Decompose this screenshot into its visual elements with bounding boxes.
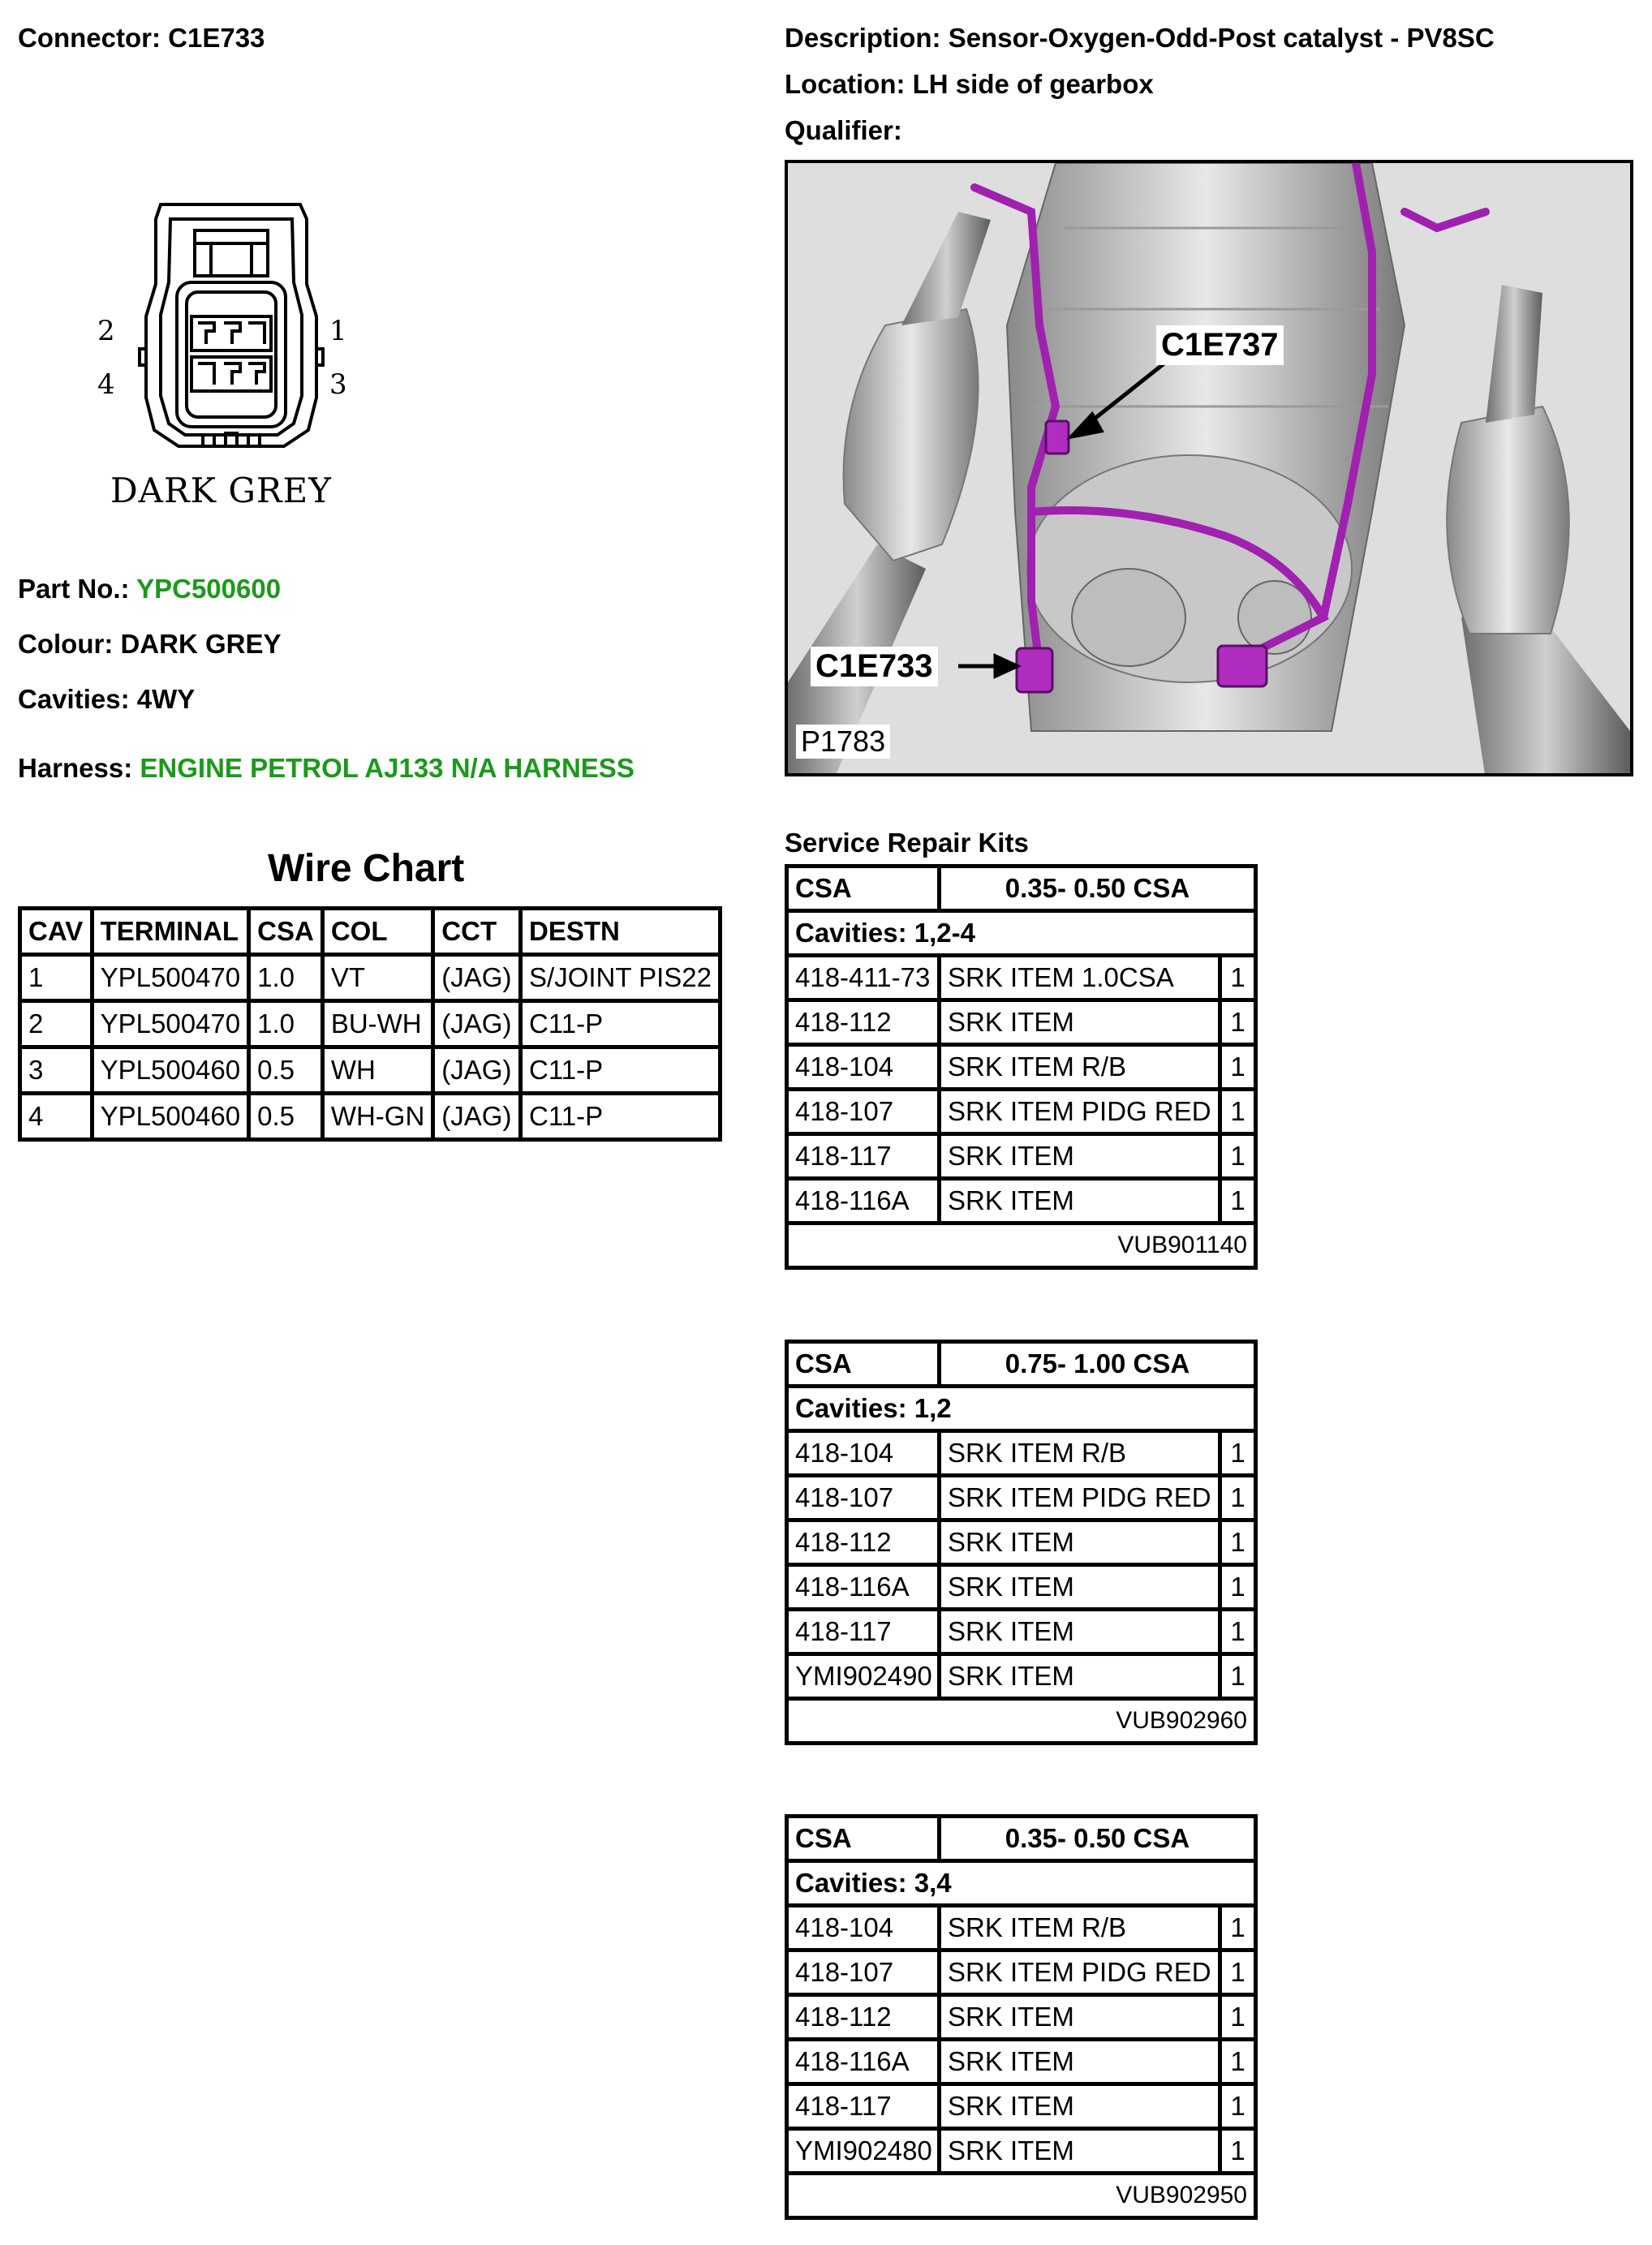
kit-item-qty: 1	[1220, 1610, 1256, 1654]
cell-cav: 4	[20, 1094, 92, 1140]
column-header-destn: DESTN	[521, 909, 721, 955]
kit-item-part: 418-116A	[787, 1565, 940, 1610]
cell-terminal: YPL500460	[92, 1047, 249, 1094]
callout-c1e733: C1E733	[811, 647, 938, 686]
kit-item-row	[787, 1476, 1256, 1520]
kit-item-part: 418-112	[787, 1995, 940, 2040]
kit-item-qty: 1	[1220, 1045, 1256, 1090]
pin-label-2: 2	[97, 315, 115, 347]
service-kit-3	[785, 1814, 1258, 2220]
pin-label-3: 3	[329, 368, 347, 401]
kit-item-part: 418-107	[787, 1950, 940, 1995]
cell-cct: (JAG)	[433, 1047, 521, 1094]
cell-col: BU-WH	[322, 1001, 432, 1047]
kit-number: VUB901140	[787, 1224, 1256, 1268]
kit-csa-range: 0.35- 0.50 CSA	[940, 1817, 1256, 1861]
kit-item-part: 418-411-73	[787, 956, 940, 1000]
column-header-col: COL	[322, 909, 432, 955]
kit-item-part: 418-104	[787, 1906, 940, 1950]
kit-item-row	[787, 1950, 1256, 1995]
kit-item-qty: 1	[1220, 2084, 1256, 2129]
cell-cct: (JAG)	[433, 955, 521, 1001]
kit-item-part: 418-107	[787, 1476, 940, 1520]
kit-item-part: 418-117	[787, 2084, 940, 2129]
kit-item-part: 418-104	[787, 1431, 940, 1476]
kit-item-row	[787, 1179, 1256, 1224]
part-number-value[interactable]: YPC500600	[136, 574, 282, 604]
kit-item-row	[787, 1134, 1256, 1179]
kit-item-desc: SRK ITEM PIDG RED	[940, 1090, 1220, 1134]
kit-item-row	[787, 1995, 1256, 2040]
kit-item-desc: SRK ITEM	[940, 1654, 1220, 1699]
kit-item-qty: 1	[1220, 1134, 1256, 1179]
location-text: Location: LH side of gearbox	[785, 69, 1154, 99]
cell-csa: 1.0	[249, 955, 323, 1001]
table-row	[20, 1001, 721, 1047]
kit-item-row	[787, 1565, 1256, 1610]
service-kit-1	[785, 864, 1258, 1270]
cell-terminal: YPL500470	[92, 955, 249, 1001]
wire-chart-table	[18, 906, 722, 1142]
kit-item-row	[787, 956, 1256, 1000]
column-header-terminal: TERMINAL	[92, 909, 249, 955]
kit-item-qty: 1	[1220, 1000, 1256, 1045]
cell-cav: 3	[20, 1047, 92, 1094]
part-number-label: Part No.:	[18, 574, 130, 604]
cell-col: VT	[322, 955, 432, 1001]
kit-item-desc: SRK ITEM	[940, 1995, 1220, 2040]
cell-terminal: YPL500470	[92, 1001, 249, 1047]
cell-cct: (JAG)	[433, 1001, 521, 1047]
cell-csa: 0.5	[249, 1047, 323, 1094]
kit-item-qty: 1	[1220, 1565, 1256, 1610]
kit-item-row	[787, 1610, 1256, 1654]
kit-csa-range: 0.35- 0.50 CSA	[940, 867, 1256, 911]
cell-destn: C11-P	[521, 1047, 721, 1094]
column-header-cct: CCT	[433, 909, 521, 955]
kit-item-desc: SRK ITEM	[940, 1520, 1220, 1565]
kit-item-qty: 1	[1220, 1431, 1256, 1476]
kit-item-desc: SRK ITEM	[940, 1000, 1220, 1045]
column-header-csa: CSA	[249, 909, 323, 955]
kit-item-row	[787, 1090, 1256, 1134]
kit-item-qty: 1	[1220, 1950, 1256, 1995]
pin-label-1: 1	[329, 315, 347, 347]
photo-reference: P1783	[796, 725, 890, 759]
cell-col: WH-GN	[322, 1094, 432, 1140]
kit-item-row	[787, 2129, 1256, 2174]
cell-terminal: YPL500460	[92, 1094, 249, 1140]
kit-item-qty: 1	[1220, 2040, 1256, 2084]
kit-item-row	[787, 2040, 1256, 2084]
kit-item-part: 418-104	[787, 1045, 940, 1090]
kit-item-row	[787, 1431, 1256, 1476]
connector-face-diagram	[89, 195, 365, 519]
kit-item-row	[787, 1000, 1256, 1045]
service-kit-2	[785, 1340, 1258, 1745]
kit-item-desc: SRK ITEM 1.0CSA	[940, 956, 1220, 1000]
harness-value[interactable]: ENGINE PETROL AJ133 N/A HARNESS	[140, 753, 635, 783]
cell-destn: C11-P	[521, 1094, 721, 1140]
kit-item-desc: SRK ITEM	[940, 2040, 1220, 2084]
kit-item-qty: 1	[1220, 1090, 1256, 1134]
kit-item-desc: SRK ITEM R/B	[940, 1431, 1220, 1476]
kit-csa-label: CSA	[787, 867, 940, 911]
kit-item-row	[787, 1906, 1256, 1950]
kit-item-desc: SRK ITEM	[940, 1565, 1220, 1610]
kit-item-part: YMI902490	[787, 1654, 940, 1699]
table-row	[20, 1094, 721, 1140]
wire-chart-title: Wire Chart	[268, 847, 465, 890]
location-photo	[785, 160, 1633, 776]
harness-label: Harness:	[18, 753, 133, 783]
colour-text: Colour: DARK GREY	[18, 629, 282, 659]
wire-chart-header-row	[20, 909, 721, 955]
kit-number: VUB902960	[787, 1699, 1256, 1744]
kit-item-qty: 1	[1220, 1520, 1256, 1565]
kit-item-qty: 1	[1220, 1476, 1256, 1520]
cell-csa: 0.5	[249, 1094, 323, 1140]
kit-item-qty: 1	[1220, 2129, 1256, 2174]
kit-cavities: Cavities: 3,4	[787, 1861, 1256, 1906]
kit-item-desc: SRK ITEM	[940, 1610, 1220, 1654]
cell-destn: S/JOINT PIS22	[521, 955, 721, 1001]
kit-item-qty: 1	[1220, 1995, 1256, 2040]
connector-colour-caption: DARK GREY	[110, 471, 332, 510]
pin-label-4: 4	[97, 368, 115, 401]
kit-item-part: 418-116A	[787, 2040, 940, 2084]
table-row	[20, 1047, 721, 1094]
kit-item-part: 418-112	[787, 1520, 940, 1565]
kit-csa-label: CSA	[787, 1817, 940, 1861]
kit-item-qty: 1	[1220, 1179, 1256, 1224]
qualifier-text: Qualifier:	[785, 115, 902, 145]
connector-title: Connector: C1E733	[18, 23, 265, 53]
kit-item-row	[787, 1045, 1256, 1090]
kit-item-part: 418-112	[787, 1000, 940, 1045]
kit-item-part: 418-116A	[787, 1179, 940, 1224]
kit-item-part: YMI902480	[787, 2129, 940, 2174]
kit-item-desc: SRK ITEM	[940, 1179, 1220, 1224]
kit-item-desc: SRK ITEM	[940, 2084, 1220, 2129]
part-number	[18, 574, 281, 604]
kit-cavities: Cavities: 1,2	[787, 1387, 1256, 1431]
kit-item-row	[787, 1520, 1256, 1565]
kit-item-part: 418-107	[787, 1090, 940, 1134]
cell-csa: 1.0	[249, 1001, 323, 1047]
kit-item-desc: SRK ITEM	[940, 2129, 1220, 2174]
column-header-cav: CAV	[20, 909, 92, 955]
kit-item-part: 418-117	[787, 1134, 940, 1179]
callout-c1e737: C1E737	[1156, 325, 1284, 365]
description-text: Description: Sensor-Oxygen-Odd-Post catalyst - PV8SC	[785, 23, 1495, 53]
kit-cavities: Cavities: 1,2-4	[787, 911, 1256, 956]
kit-csa-label: CSA	[787, 1342, 940, 1387]
cell-cav: 2	[20, 1001, 92, 1047]
table-row	[20, 955, 721, 1001]
kit-item-row	[787, 2084, 1256, 2129]
kit-item-qty: 1	[1220, 1906, 1256, 1950]
kit-item-qty: 1	[1220, 1654, 1256, 1699]
harness	[18, 753, 635, 784]
cell-cct: (JAG)	[433, 1094, 521, 1140]
kit-item-desc: SRK ITEM PIDG RED	[940, 1950, 1220, 1995]
kit-csa-range: 0.75- 1.00 CSA	[940, 1342, 1256, 1387]
kit-item-desc: SRK ITEM R/B	[940, 1045, 1220, 1090]
cavities-text: Cavities: 4WY	[18, 684, 196, 714]
service-kits-title: Service Repair Kits	[785, 828, 1029, 858]
kit-item-desc: SRK ITEM R/B	[940, 1906, 1220, 1950]
kit-item-part: 418-117	[787, 1610, 940, 1654]
kit-item-qty: 1	[1220, 956, 1256, 1000]
kit-item-row	[787, 1654, 1256, 1699]
cell-col: WH	[322, 1047, 432, 1094]
kit-item-desc: SRK ITEM	[940, 1134, 1220, 1179]
kit-number: VUB902950	[787, 2174, 1256, 2218]
kit-item-desc: SRK ITEM PIDG RED	[940, 1476, 1220, 1520]
cell-cav: 1	[20, 955, 92, 1001]
cell-destn: C11-P	[521, 1001, 721, 1047]
